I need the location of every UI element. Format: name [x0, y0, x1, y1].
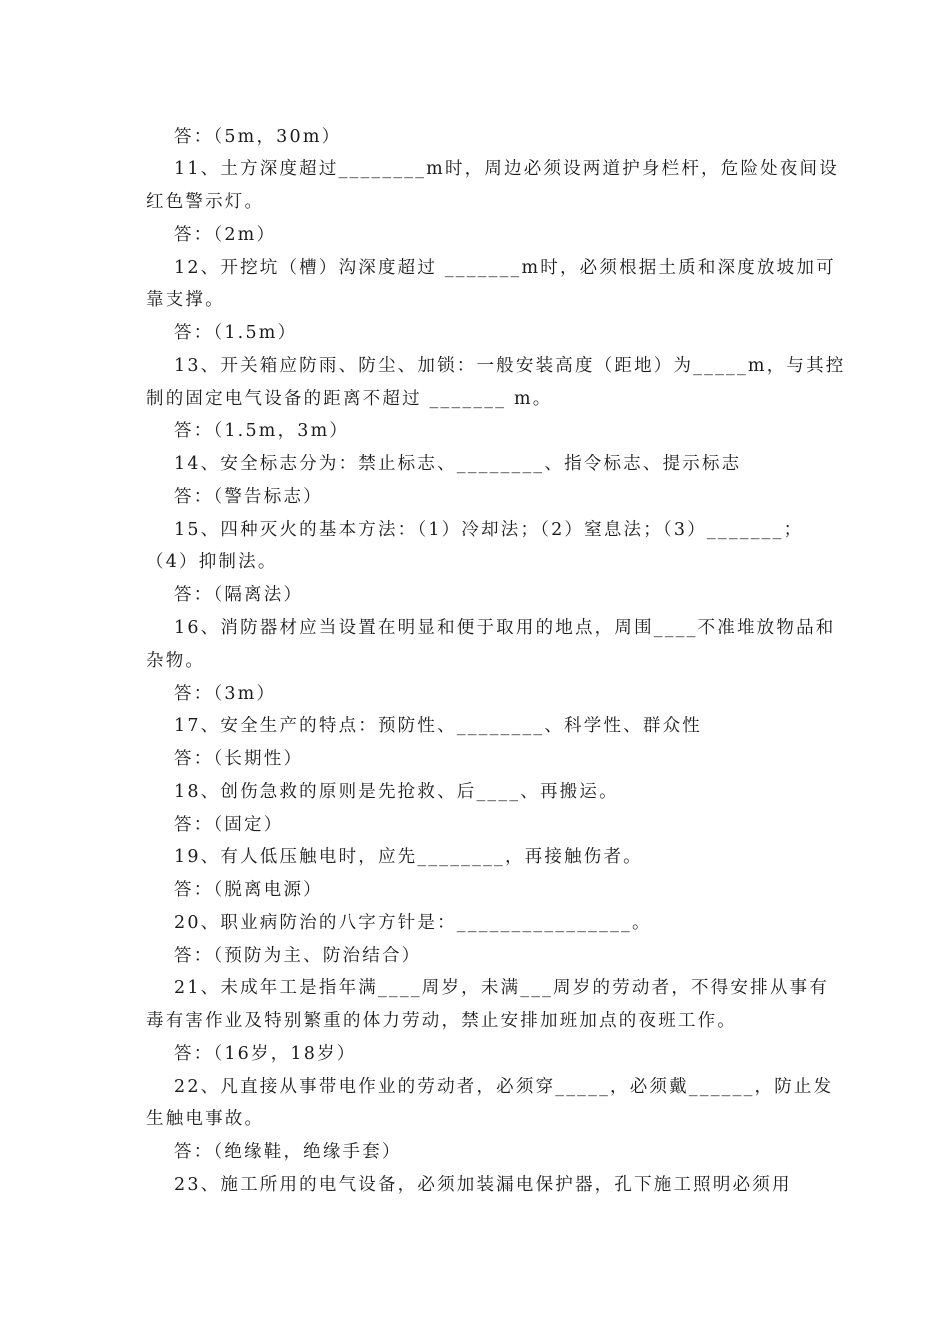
answer-22: 答：（绝缘鞋，绝缘手套）: [174, 1142, 402, 1162]
question-16-cont: 杂物。: [146, 651, 206, 671]
question-23: 23、施工所用的电气设备，必须加装漏电保护器，孔下施工照明必须用: [174, 1175, 792, 1195]
answer-18: 答：（固定）: [174, 815, 284, 835]
question-15-cont: （4）抑制法。: [146, 552, 278, 572]
answer-19: 答：（脱离电源）: [174, 880, 323, 900]
question-22-cont: 生触电事故。: [146, 1109, 265, 1129]
answer-16: 答：（3m）: [174, 684, 277, 704]
answer-12: 答：（1.5m）: [174, 323, 298, 343]
question-13-cont: 制的固定电气设备的距离不超过 _______ m。: [146, 389, 553, 409]
answer-10: 答：（5m，30m）: [174, 127, 342, 147]
question-21-cont: 毒有害作业及特别繁重的体力劳动，禁止安排加班加点的夜班工作。: [146, 1011, 737, 1031]
question-14: 14、安全标志分为：禁止标志、________、指令标志、提示标志: [174, 454, 742, 474]
question-15: 15、四种灭火的基本方法：（1）冷却法；（2）窒息法；（3）_______；: [174, 520, 804, 540]
answer-14: 答：（警告标志）: [174, 487, 323, 507]
question-18: 18、创伤急救的原则是先抢救、后____、再搬运。: [174, 782, 619, 802]
question-12: 12、开挖坑（槽）沟深度超过 _______m时，必须根据土质和深度放坡加可: [174, 258, 836, 278]
question-20: 20、职业病防治的八字方针是：________________。: [174, 913, 652, 933]
question-12-cont: 靠支撑。: [146, 290, 225, 310]
question-13: 13、开关箱应防雨、防尘、加锁：一般安装高度（距地）为_____m，与其控: [174, 356, 846, 376]
question-11-cont: 红色警示灯。: [146, 192, 265, 212]
question-19: 19、有人低压触电时，应先________，再接触伤者。: [174, 847, 643, 867]
question-22: 22、凡直接从事带电作业的劳动者，必须穿_____，必须戴______，防止发: [174, 1077, 834, 1097]
question-17: 17、安全生产的特点：预防性、________、科学性、群众性: [174, 716, 702, 736]
question-11: 11、土方深度超过________m时，周边必须设两道护身栏杆，危险处夜间设: [174, 159, 839, 179]
answer-15: 答：（隔离法）: [174, 585, 304, 605]
question-21: 21、未成年工是指年满____周岁，未满___周岁的劳动者，不得安排从事有: [174, 978, 829, 998]
question-16: 16、消防器材应当设置在明显和便于取用的地点，周围____不准堆放物品和: [174, 618, 836, 638]
answer-20: 答：（预防为主、防治结合）: [174, 946, 422, 966]
answer-21: 答：（16岁，18岁）: [174, 1044, 357, 1064]
answer-17: 答：（长期性）: [174, 749, 304, 769]
answer-11: 答：（2m）: [174, 225, 277, 245]
answer-13: 答：（1.5m，3m）: [174, 421, 350, 441]
